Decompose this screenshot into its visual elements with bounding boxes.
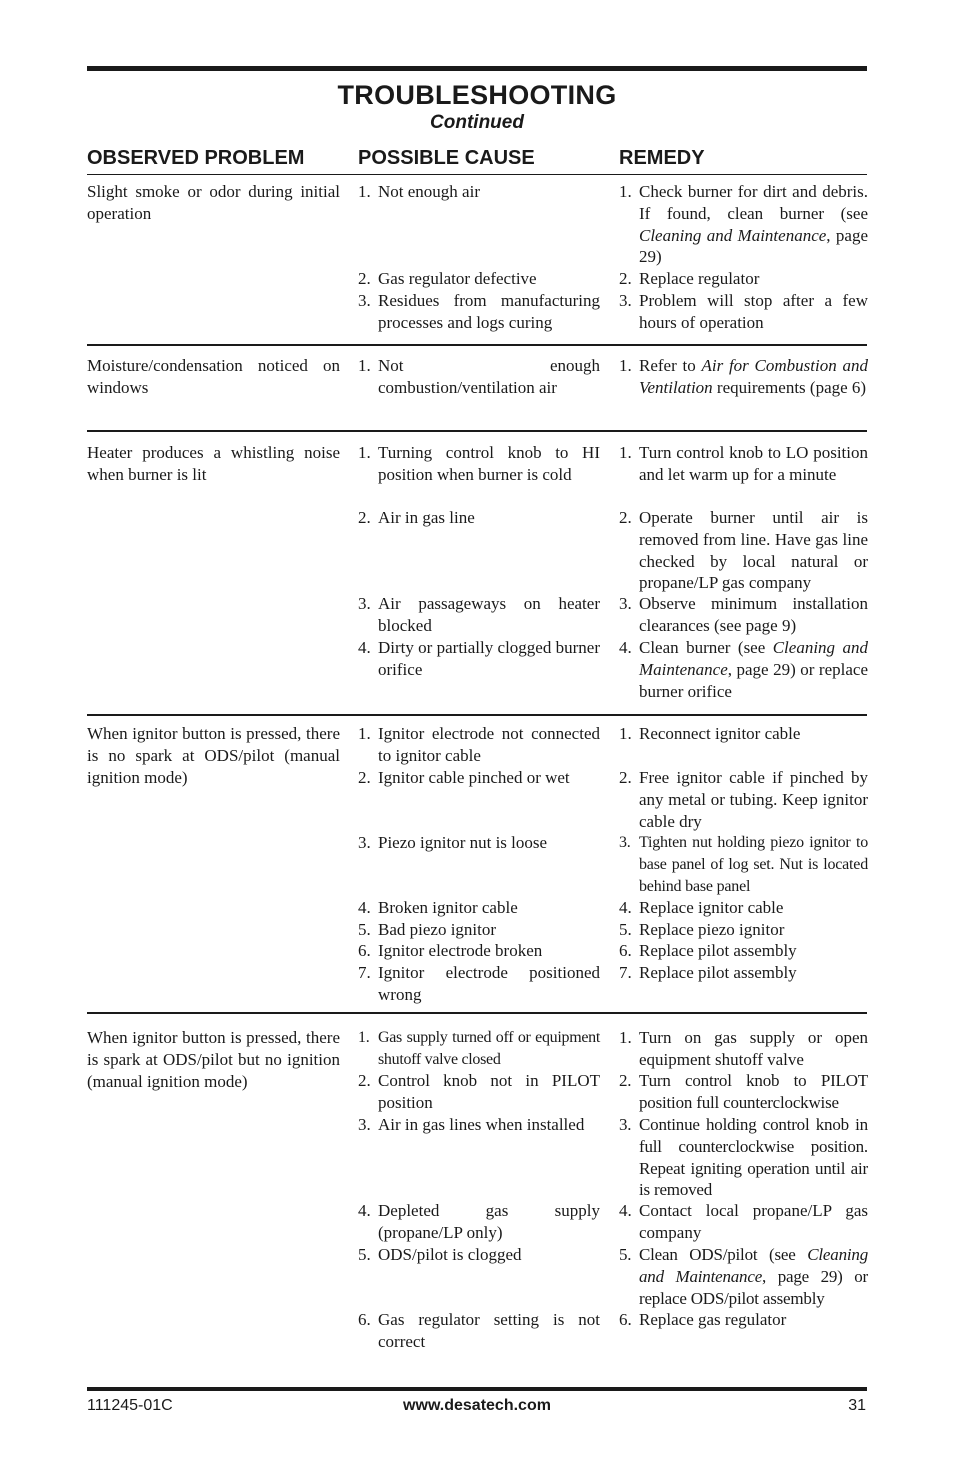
item-text: Ignitor electrode broken xyxy=(378,941,543,960)
item-text: Turn control knob to LO position and let warm up for a minute xyxy=(639,443,868,484)
item-number: 7. xyxy=(619,963,632,982)
row-divider xyxy=(87,344,867,346)
item-number: 4. xyxy=(619,638,632,657)
item-number: 6. xyxy=(619,941,632,960)
item-number: 1. xyxy=(358,182,371,201)
column-header-remedy: REMEDY xyxy=(619,147,705,169)
item-text: Replace pilot assembly xyxy=(639,941,797,960)
row-divider xyxy=(87,430,867,432)
item-text: Turning control knob to HI position when burner is cold xyxy=(378,443,600,484)
item-text: Contact local propane/LP gas company xyxy=(639,1201,868,1242)
item-text: Air in gas line xyxy=(378,508,475,527)
cause-item xyxy=(358,897,600,919)
remedy-item xyxy=(619,181,868,268)
item-text: Replace ignitor cable xyxy=(639,898,784,917)
item-text: Replace gas regulator xyxy=(639,1310,787,1329)
item-text: Ignitor cable pinched or wet xyxy=(378,768,570,787)
website-link[interactable]: www.desatech.com xyxy=(403,1397,551,1414)
problem-text: When ignitor button is pressed, there is spark at ODS/pilot but no ignition (manual ignition mode) xyxy=(87,1028,340,1091)
item-number: 5. xyxy=(619,920,632,939)
remedy-item xyxy=(619,919,868,941)
item-text: Broken ignitor cable xyxy=(378,898,518,917)
reference-emphasis: Cleaning and Maintenance xyxy=(639,1245,868,1286)
item-text: Gas regulator defective xyxy=(378,269,537,288)
remedy-item xyxy=(619,637,868,702)
remedy-item xyxy=(619,1244,868,1309)
cause-item xyxy=(358,919,600,941)
item-number: 3. xyxy=(358,1115,371,1134)
item-number: 4. xyxy=(358,638,371,657)
item-text: Dirty or partially clogged burner orifice xyxy=(378,638,600,679)
item-number: 1. xyxy=(619,1028,632,1047)
item-text: Not enough air xyxy=(378,182,480,201)
remedy-item xyxy=(619,1070,868,1114)
problem-text: Moisture/condensation noticed on windows xyxy=(87,356,340,397)
item-text: ODS/pilot is clogged xyxy=(378,1245,522,1264)
item-text: Gas regulator setting is not correct xyxy=(378,1310,600,1351)
item-number: 5. xyxy=(619,1245,632,1264)
cause-item xyxy=(358,767,600,789)
item-number: 3. xyxy=(358,833,371,852)
item-text: Not enough combustion/ventilation air xyxy=(378,356,600,397)
item-number: 6. xyxy=(619,1310,632,1329)
item-text: Gas supply turned off or equipment shutoff valve closed xyxy=(378,1029,600,1068)
page-subtitle: Continued xyxy=(430,112,524,133)
item-number: 7. xyxy=(358,963,371,982)
item-number: 4. xyxy=(619,1201,632,1220)
reference-emphasis: Cleaning and Maintenance xyxy=(639,638,868,679)
cause-item xyxy=(358,1114,600,1136)
item-number: 6. xyxy=(358,1310,371,1329)
remedy-item xyxy=(619,355,868,399)
item-number: 1. xyxy=(619,182,632,201)
item-text: Reconnect ignitor cable xyxy=(639,724,801,743)
remedy-item xyxy=(619,723,868,745)
problem-text: When ignitor button is pressed, there is no spark at ODS/pilot (manual ignition mode) xyxy=(87,724,340,787)
reference-emphasis: Cleaning and Maintenance xyxy=(639,225,827,245)
column-header-cause: POSSIBLE CAUSE xyxy=(358,147,535,169)
bottom-rule xyxy=(87,1387,867,1391)
cause-item xyxy=(358,962,600,1006)
remedy-item xyxy=(619,767,868,832)
item-number: 1. xyxy=(619,724,632,743)
remedy-item xyxy=(619,832,868,897)
item-number: 5. xyxy=(358,1245,371,1264)
cause-item xyxy=(358,1309,600,1353)
item-number: 3. xyxy=(358,594,371,613)
cause-item xyxy=(358,832,600,854)
cause-item xyxy=(358,637,600,681)
cause-item xyxy=(358,1027,600,1071)
item-text: Replace pilot assembly xyxy=(639,963,797,982)
cause-item xyxy=(358,1200,600,1244)
item-number: 2. xyxy=(358,508,371,527)
cause-item xyxy=(358,593,600,637)
item-text: Turn on gas supply or open equipment shutoff valve xyxy=(639,1028,868,1069)
item-text: Clean ODS/pilot (see Cleaning and Maintenance, page 29) or replace ODS/pilot assembly xyxy=(639,1245,868,1308)
remedy-item xyxy=(619,940,868,962)
item-text: Replace piezo ignitor xyxy=(639,920,785,939)
item-text: Observe minimum installation clearances (see page 9) xyxy=(639,594,868,635)
item-text: Tighten nut holding piezo ignitor to base panel of log set. Nut is located behind base panel xyxy=(639,834,868,895)
item-number: 2. xyxy=(619,508,632,527)
page-number: 31 xyxy=(848,1397,866,1414)
document-number: 111245-01C xyxy=(87,1397,173,1414)
item-text: Problem will stop after a few hours of operation xyxy=(639,291,868,332)
remedy-item xyxy=(619,1309,868,1331)
item-text: Continue holding control knob in full counterclockwise position. Repeat igniting operation until air is removed xyxy=(639,1115,868,1200)
cause-item xyxy=(358,355,600,399)
remedy-item xyxy=(619,897,868,919)
cause-item xyxy=(358,940,600,962)
item-text: Refer to Air for Combustion and Ventilation requirements (page 6) xyxy=(639,356,868,397)
page-title: TROUBLESHOOTING xyxy=(337,80,617,110)
item-number: 1. xyxy=(619,443,632,462)
column-header-problem: OBSERVED PROBLEM xyxy=(87,147,305,169)
cause-item xyxy=(358,290,600,334)
cause-item xyxy=(358,181,600,203)
remedy-item xyxy=(619,442,868,486)
remedy-item xyxy=(619,962,868,984)
item-text: Air passageways on heater blocked xyxy=(378,594,600,635)
item-text: Operate burner until air is removed from line. Have gas line checked by local natural or propane/LP gas company xyxy=(639,508,868,593)
item-number: 3. xyxy=(619,834,631,851)
item-text: Clean burner (see Cleaning and Maintenance, page 29) or replace burner orifice xyxy=(639,638,868,701)
item-text: Ignitor electrode positioned wrong xyxy=(378,963,600,1004)
cause-item xyxy=(358,442,600,486)
item-number: 3. xyxy=(619,291,632,310)
item-text: Free ignitor cable if pinched by any metal or tubing. Keep ignitor cable dry xyxy=(639,768,868,831)
item-number: 2. xyxy=(358,1071,371,1090)
problem-text: Heater produces a whistling noise when burner is lit xyxy=(87,443,340,484)
item-number: 1. xyxy=(358,356,371,375)
item-number: 2. xyxy=(619,768,632,787)
header-rule xyxy=(87,174,867,175)
item-number: 3. xyxy=(619,1115,632,1134)
item-text: Replace regulator xyxy=(639,269,760,288)
item-text: Air in gas lines when installed xyxy=(378,1115,585,1134)
item-number: 4. xyxy=(358,898,371,917)
item-number: 1. xyxy=(358,1029,370,1046)
item-number: 2. xyxy=(619,1071,632,1090)
remedy-item xyxy=(619,1114,868,1201)
item-text: Turn control knob to PILOT position full counterclockwise xyxy=(639,1071,868,1112)
remedy-item xyxy=(619,290,868,334)
problem-text: Slight smoke or odor during initial operation xyxy=(87,182,340,223)
remedy-item xyxy=(619,1027,868,1071)
cause-item xyxy=(358,1244,600,1266)
item-number: 1. xyxy=(358,443,371,462)
item-number: 3. xyxy=(358,291,371,310)
item-number: 2. xyxy=(358,768,371,787)
remedy-item xyxy=(619,268,868,290)
cause-item xyxy=(358,723,600,767)
top-rule xyxy=(87,66,867,71)
row-divider xyxy=(87,714,867,716)
reference-emphasis: Air for Combustion and Ventilation xyxy=(639,356,868,397)
remedy-item xyxy=(619,507,868,594)
item-number: 4. xyxy=(358,1201,371,1220)
item-number: 6. xyxy=(358,941,371,960)
item-text: Check burner for dirt and debris. If found, clean burner (see Cleaning and Maintenance, page 29) xyxy=(639,182,868,267)
item-number: 1. xyxy=(358,724,371,743)
item-number: 2. xyxy=(619,269,632,288)
remedy-item xyxy=(619,1200,868,1244)
item-number: 2. xyxy=(358,269,371,288)
item-text: Residues from manufacturing processes and logs curing xyxy=(378,291,600,332)
row-divider xyxy=(87,1012,867,1014)
item-number: 1. xyxy=(619,356,632,375)
item-text: Piezo ignitor nut is loose xyxy=(378,833,548,852)
item-text: Ignitor electrode not connected to ignitor cable xyxy=(378,724,600,765)
cause-item xyxy=(358,1070,600,1114)
item-text: Control knob not in PILOT position xyxy=(378,1071,600,1112)
item-text: Depleted gas supply (propane/LP only) xyxy=(378,1201,600,1242)
cause-item xyxy=(358,268,600,290)
item-number: 3. xyxy=(619,594,632,613)
item-number: 5. xyxy=(358,920,371,939)
item-number: 4. xyxy=(619,898,632,917)
remedy-item xyxy=(619,593,868,637)
item-text: Bad piezo ignitor xyxy=(378,920,497,939)
cause-item xyxy=(358,507,600,529)
